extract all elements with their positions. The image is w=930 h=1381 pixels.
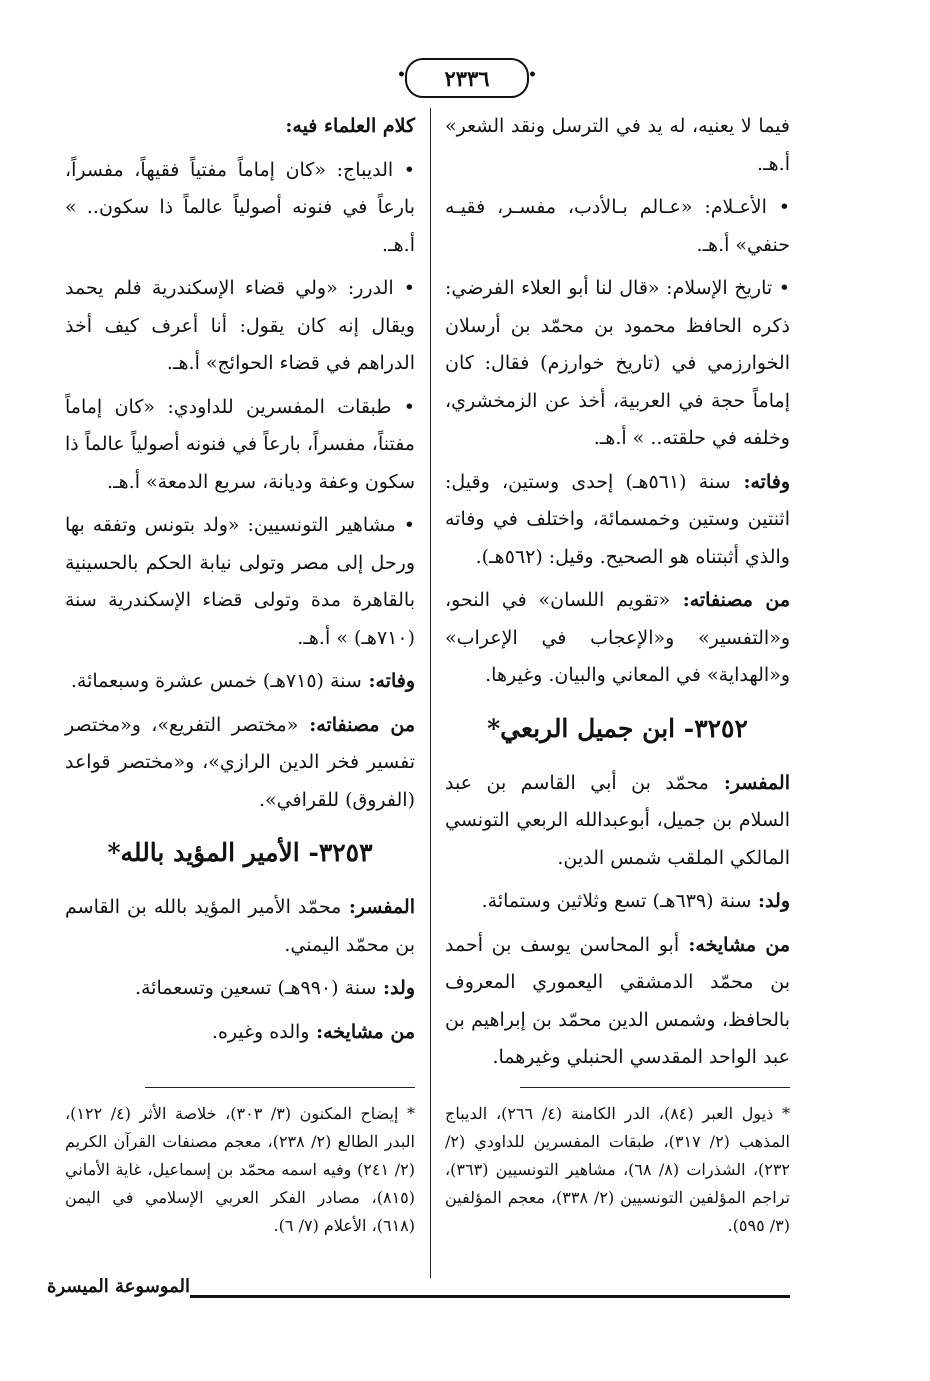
bullet-paragraph: • طبقات المفسرين للداودي: «كان إماماً مفتناً، مفسراً، بارعاً في فنونه أصولياً عالماً ذا سكون وعفة وديانة، سريع الدمعة» أ.هـ. (65, 389, 415, 502)
paragraph: المفسر: محمّد الأمير المؤيد بالله بن القاسم بن محمّد اليمني. (65, 896, 415, 956)
paragraph: وفاته: سنة (٥٦١هـ) إحدى وستين، وقيل: اثنتين وستين وخمسمائة، واختلف في وفاته والذي أثبتناه هو الصحيح. وقيل: (٥٦٢هـ). (445, 470, 791, 568)
footnote: * إيضاح المكنون (٣/ ٣٠٣)، خلاصة الأثر (٤/ ١٢٢)، البدر الطالع (٢/ ٢٣٨)، معجم مصنفات القرآن الكريم (٢/ ٢٤١) وفيه اسمه محمّد بن إسماعيل، غاية الأماني (٨١٥)، مصادر الفكر العربي الإسلامي في اليمن (٦١٨)، الأعلام (٧/ ٦). (65, 1104, 416, 1235)
paragraph: ولد: سنة (٦٣٩هـ) تسع وثلاثين وستمائة. (481, 890, 790, 912)
paragraph: من مشايخه: والده وغيره. (211, 1020, 415, 1043)
left-column (65, 108, 415, 1057)
paragraph: ولد: سنة (٩٩٠هـ) تسعين وتسعمائة. (134, 977, 415, 999)
paragraph: فيما لا يعنيه، له يد في الترسل ونقد الشعر» أ.هـ. (445, 115, 790, 175)
footnote-rule (520, 1087, 790, 1088)
paragraph: وفاته: سنة (٧١٥هـ) خمس عشرة وسبعمائة. (70, 670, 415, 692)
footer-rule (190, 1295, 790, 1298)
bullet-paragraph: • الدرر: «ولي قضاء الإسكندرية فلم يحمد ويقال إنه كان يقول: أنا أعرف كيف أخذ الدراهم في قضاء الحوائج» أ.هـ. (65, 270, 415, 383)
bullet-paragraph: • الديباج: «كان إماماً مفتياً فقيهاً، مفسراً، بارعاً في فنونه أصولياً عالماً ذا سكون.. » أ.هـ. (65, 152, 415, 265)
biography-title: ٣٢٥٢- ابن جميل الربعي* (487, 713, 748, 743)
column-divider (430, 108, 431, 1278)
footer-title: الموسوعة الميسرة (47, 1276, 190, 1297)
section-heading: كلام العلماء فيه: (285, 115, 415, 137)
bullet-paragraph: • تاريخ الإسلام: «قال لنا أبو العلاء الفرضي: ذكره الحافظ محمود بن محمّد بن أرسلان الخوارزمي في (تاريخ خوارزم) فقال: كان إماماً حجة في العربية، أخذ عن الزمخشري، وخلفه في حلقته.. » أ.هـ. (445, 270, 790, 458)
bullet-paragraph: • مشاهير التونسيين: «ولد بتونس وتفقه بها ورحل إلى مصر وتولى نيابة الحكم بالحسينية بالقاهرة مدة وتولى قضاء الإسكندرية سنة (٧١٠هـ) » أ.هـ. (65, 507, 415, 657)
footnote-rule (145, 1087, 415, 1088)
page-number: • ٢٣٣٦ • (405, 58, 529, 98)
paragraph: من مصنفاته: «تقويم اللسان» في النحو، و«التفسير» و«الإعجاب في الإعراب» و«الهداية» في المعاني والبيان. وغيرها. (445, 589, 790, 686)
paragraph: من مشايخه: أبو المحاسن يوسف بن أحمد بن محمّد الدمشقي اليعموري المعروف بالحافظ، وشمس الدين محمّد بن إبراهيم بن عبد الواحد المقدسي الحنبلي وغيرهما. (445, 933, 790, 1068)
paragraph: المفسر: محمّد بن أبي القاسم بن عبد السلام بن جميل، أبوعبدالله الربعي التونسي المالكي الملقب شمس الدين. (445, 771, 790, 869)
paragraph: من مصنفاته: «مختصر التفريع»، و«مختصر تفسير فخر الدين الرازي»، و«مختصر قواعد (الفروق) للقرافي». (65, 713, 415, 811)
bullet-paragraph: • الأعـلام: «عـالم بـالأدب، مفسـر، فقيـه حنفي» أ.هـ. (445, 189, 790, 264)
footnote: * ذيول العبر (٨٤)، الدر الكامنة (٤/ ٢٦٦)، الديباج المذهب (٢/ ٣١٧)، طبقات المفسرين للداودي (٢/ ٢٣٢)، الشذرات (٨/ ٦٨)، مشاهير التونسيين (٣٦٣)، تراجم المؤلفين التونسيين (٢/ ٣٣٨)، معجم المؤلفين (٣/ ٥٩٥). (445, 1104, 791, 1235)
right-column (445, 108, 790, 1083)
biography-title: ٣٢٥٣- الأمير المؤيد بالله* (107, 838, 373, 867)
